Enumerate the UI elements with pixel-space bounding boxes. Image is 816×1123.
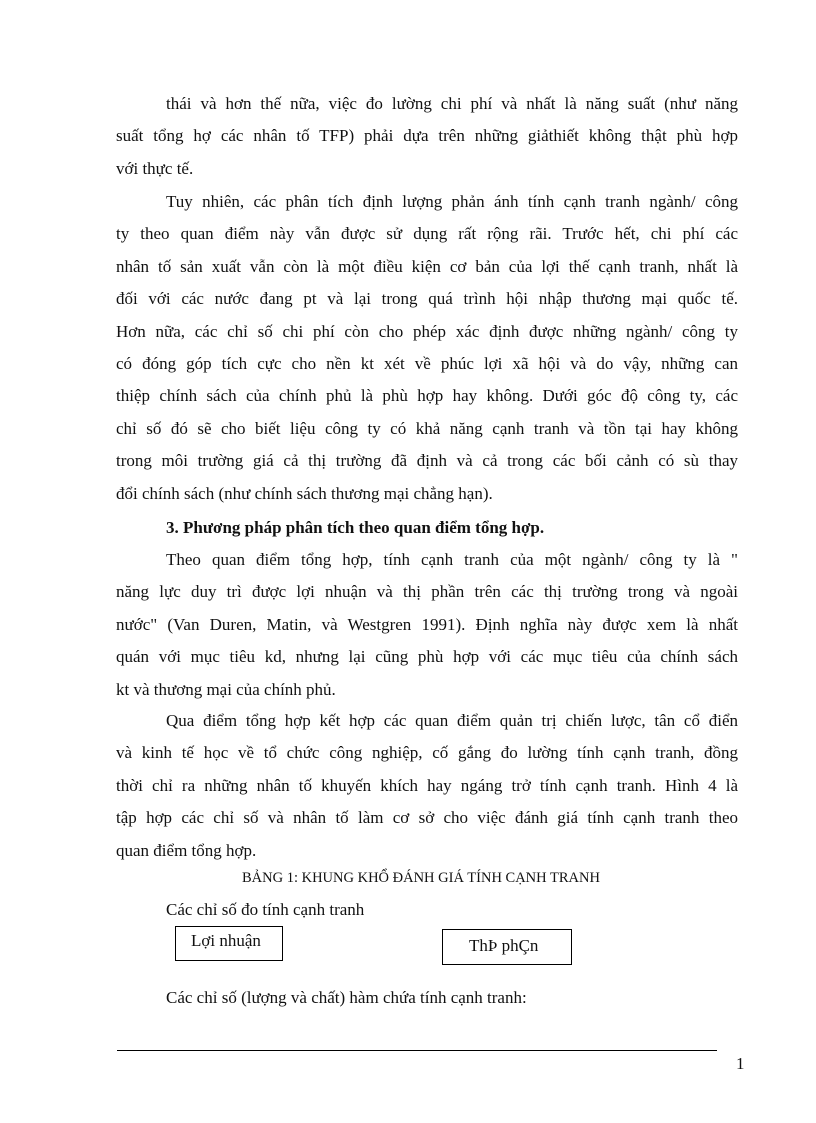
- market-share-box-label: ThÞ phÇn: [469, 936, 539, 955]
- paragraph-line: đối với các nước đang pt và lại trong quá trình hội nhập thương mại quốc tế.: [116, 289, 738, 309]
- paragraph-line: đổi chính sách (như chính sách thương mại chẳng hạn).: [116, 483, 493, 503]
- paragraph-line: chỉ số đó sẽ cho biết liệu công ty có khả năng cạnh tranh và tồn tại hay không: [116, 418, 738, 438]
- paragraph-1: [116, 88, 738, 185]
- market-share-box: [442, 929, 572, 965]
- paragraph-line: kt và thương mại của chính phủ.: [116, 679, 336, 699]
- indicators-label: Các chỉ số đo tính cạnh tranh: [166, 900, 365, 919]
- paragraph-line: Tuy nhiên, các phân tích định lượng phản ánh tính cạnh tranh ngành/ công: [166, 192, 738, 211]
- paragraph-line: Theo quan điểm tổng hợp, tính cạnh tranh của một ngành/ công ty là ": [166, 550, 738, 569]
- table-caption: BẢNG 1: KHUNG KHỔ ĐÁNH GIÁ TÍNH CẠNH TRANH: [242, 870, 600, 886]
- paragraph-line: nhân tố sản xuất vẫn còn là một điều kiện cơ bản của lợi thế cạnh tranh, nhất là: [116, 256, 738, 276]
- paragraph-line: quan điểm tổng hợp.: [116, 840, 257, 860]
- section-heading: 3. Phương pháp phân tích theo quan điểm tổng hợp.: [166, 518, 545, 537]
- paragraph-line: thái và hơn thế nữa, việc đo lường chi phí và nhất là năng suất (như năng: [166, 94, 738, 113]
- paragraph-line: Qua điểm tổng hợp kết hợp các quan điểm quản trị chiến lược, tân cổ điển: [166, 711, 738, 730]
- paragraph-3: [116, 544, 738, 706]
- paragraph-line: trong môi trường giá cả thị trường đã định và cả trong các bối cảnh có sù thay: [116, 451, 738, 471]
- page-number: 1: [736, 1054, 745, 1073]
- footer-rule: [117, 1050, 717, 1051]
- paragraph-line: suất tổng hợ các nhân tố TFP) phải dựa trên những giảthiết không thật phù hợp: [116, 126, 738, 146]
- paragraph-line: năng lực duy trì được lợi nhuận và thị phần trên các thị trường trong và ngoài: [116, 582, 738, 602]
- paragraph-2: [116, 186, 738, 510]
- paragraph-line: ty theo quan điểm này vẫn được sử dụng rất rộng rãi. Trước hết, chi phí các: [116, 224, 738, 244]
- paragraph-line: với thực tế.: [116, 158, 194, 178]
- paragraph-line: và kinh tế học về tổ chức công nghiệp, cố gắng đo lường tính cạnh tranh, đồng: [116, 743, 738, 763]
- profit-box-label: Lợi nhuận: [191, 931, 261, 950]
- paragraph-line: có đóng góp tích cực cho nền kt xét về phúc lợi xã hội và do vậy, những can: [116, 354, 738, 374]
- paragraph-line: thiệp chính sách của chính phủ là phù hợp hay không. Dưới góc độ công ty, các: [116, 386, 738, 406]
- paragraph-line: quán với mục tiêu kd, nhưng lại cũng phù hợp với các mục tiêu của chính sách: [116, 647, 738, 667]
- paragraph-line: tập hợp các chỉ số và nhân tố làm cơ sở cho việc đánh giá tính cạnh tranh theo: [116, 808, 738, 828]
- paragraph-4: [116, 705, 738, 867]
- paragraph-line: Hơn nữa, các chỉ số chi phí còn cho phép xác định được những ngành/ công ty: [116, 321, 738, 341]
- paragraph-line: thời chỉ ra những nhân tố khuyến khích hay ngáng trở tính cạnh tranh. Hình 4 là: [116, 775, 738, 795]
- profit-box: [175, 926, 283, 961]
- paragraph-line: nước" (Van Duren, Matin, và Westgren 1991). Định nghĩa này được xem là nhất: [116, 614, 738, 634]
- qualitative-indicators-label: Các chỉ số (lượng và chất) hàm chứa tính cạnh tranh:: [166, 988, 527, 1007]
